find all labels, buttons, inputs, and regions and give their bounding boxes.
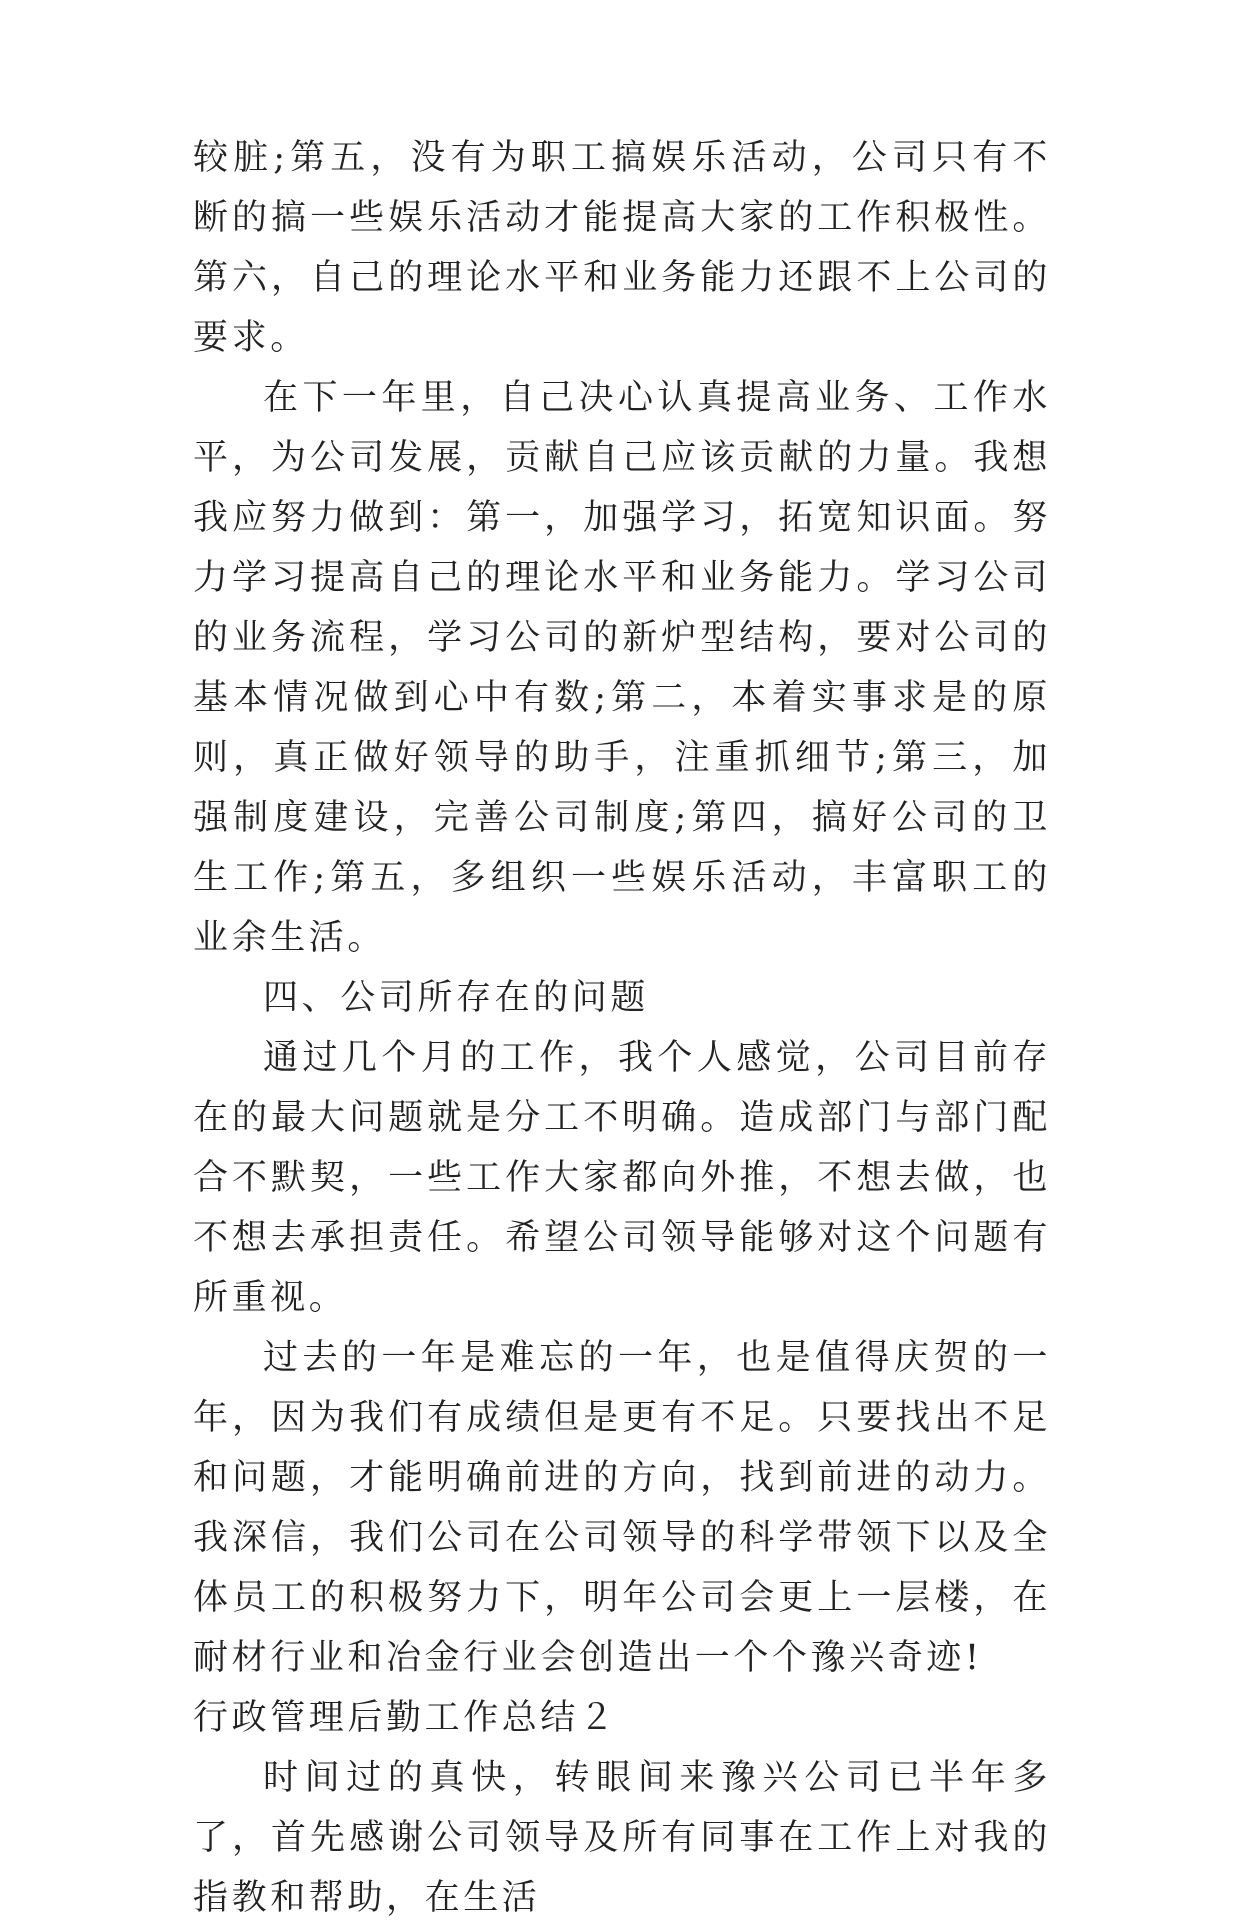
paragraph-continuation: 较脏;第五，没有为职工搞娱乐活动，公司只有不断的搞一些娱乐活动才能提高大家的工作积极性。第六，自己的理论水平和业务能力还跟不上公司的要求。 bbox=[193, 138, 1051, 358]
document-body bbox=[193, 128, 1051, 1928]
paragraph-summary-2-intro: 时间过的真快，转眼间来豫兴公司已半年多了，首先感谢公司领导及所有同事在工作上对我的指教和帮助，在生活 bbox=[193, 1758, 1051, 1918]
document-title-2: 行政管理后勤工作总结２ bbox=[193, 1698, 618, 1738]
paragraph-next-year-plan: 在下一年里，自己决心认真提高业务、工作水平，为公司发展，贡献自己应该贡献的力量。我想我应努力做到：第一，加强学习，拓宽知识面。努力学习提高自己的理论水平和业务能力。学习公司的业务流程，学习公司的新炉型结构，要对公司的基本情况做到心中有数;第二，本着实事求是的原则，真正做好领导的助手，注重抓细节;第三，加强制度建设，完善公司制度;第四，搞好公司的卫生工作;第五，多组织一些娱乐活动，丰富职工的业余生活。 bbox=[193, 378, 1051, 958]
paragraph-conclusion: 过去的一年是难忘的一年，也是值得庆贺的一年，因为我们有成绩但是更有不足。只要找出不足和问题，才能明确前进的方向，找到前进的动力。我深信，我们公司在公司领导的科学带领下以及全体员工的积极努力下，明年公司会更上一层楼，在耐材行业和冶金行业会创造出一个个豫兴奇迹! bbox=[193, 1338, 1051, 1678]
paragraph-problems: 通过几个月的工作，我个人感觉，公司目前存在的最大问题就是分工不明确。造成部门与部门配合不默契，一些工作大家都向外推，不想去做，也不想去承担责任。希望公司领导能够对这个问题有所重视。 bbox=[193, 1038, 1051, 1318]
section-heading-problems: 四、公司所存在的问题 bbox=[263, 978, 650, 1018]
